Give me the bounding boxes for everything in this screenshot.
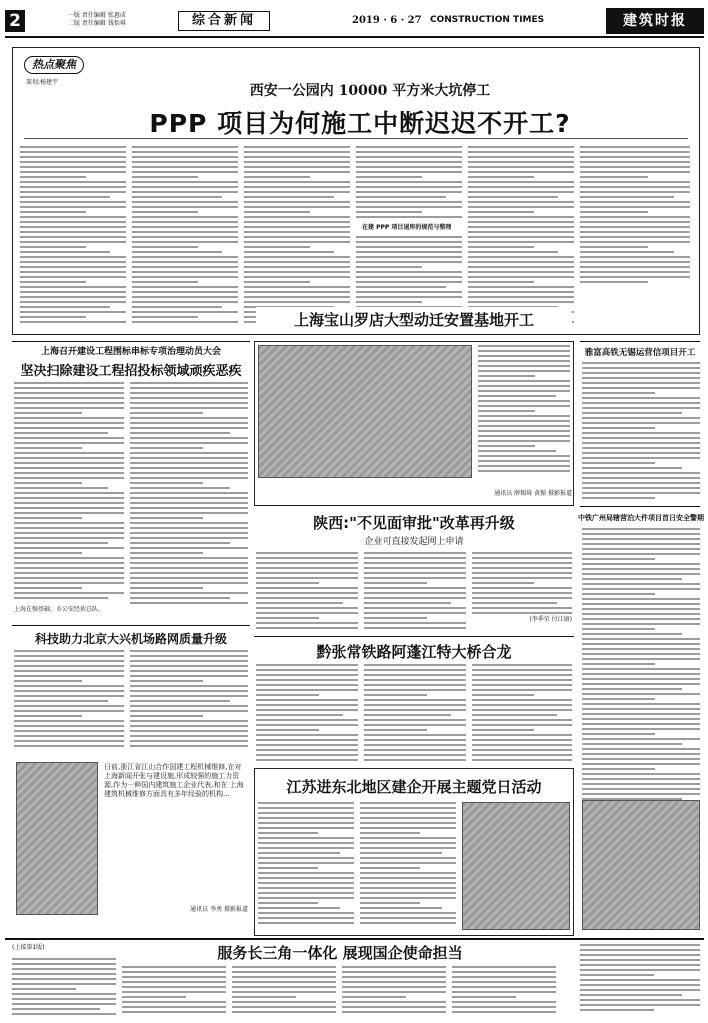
page-number-box: [5, 10, 25, 32]
sidebar-title-1: 雅富高铁无锡运营信项目开工: [584, 348, 696, 358]
bidding-col-2: [130, 382, 248, 607]
hot-focus-subtitle: 西安一公园内 10000 平方米大坑停工: [249, 83, 491, 99]
edition-line-2: 二版 责任编辑 钱怡琪: [68, 19, 126, 27]
bottom-col-4: [342, 966, 446, 1016]
shaanxi-col-3: [472, 552, 572, 617]
bottom-continuation-label: (上接第1版): [12, 944, 45, 951]
jiangsu-col-1: [258, 802, 354, 927]
paper-english-name: CONSTRUCTION TIMES: [430, 15, 545, 25]
jiangsu-title: 江苏进东北地区建企开展主题党日活动: [286, 778, 542, 796]
qiandu-col-3: [472, 664, 572, 764]
rule-sidebar-top: [580, 341, 700, 342]
masthead-rule: [5, 36, 704, 38]
daxing-col-1: [14, 650, 124, 750]
luoshan-caption-col: [478, 345, 570, 475]
daxing-col-2: [130, 650, 248, 750]
hot-focus-title-rule: [24, 138, 688, 139]
hot-focus-badge: 热点聚焦: [24, 56, 84, 74]
rule-bidding-top: [12, 341, 250, 342]
hot-focus-col-3: [244, 146, 350, 326]
jiangsu-photo: [462, 802, 570, 930]
bidding-col-1: [14, 382, 124, 602]
bottom-col-1: [12, 958, 116, 1018]
bottom-col-5: [452, 966, 556, 1016]
brand-logo: 建筑时报: [606, 8, 704, 34]
daxing-title: 科技助力北京大兴机场路网质量升级: [34, 632, 227, 646]
shaanxi-col-2: [364, 552, 466, 632]
shaanxi-title: 陕西:"不见面审批"改革再升级: [313, 514, 515, 532]
luoshan-title: 上海宝山罗店大型动迁安置基地开工: [256, 307, 572, 332]
section-title: 综合新闻: [178, 11, 270, 31]
qiandu-title: 黔张常铁路阿蓬江特大桥合龙: [316, 643, 512, 661]
edition-info: [68, 12, 168, 27]
bottom-col-3: [232, 966, 336, 1016]
hot-focus-editor: 策划:杨建宇: [26, 79, 59, 86]
hot-focus-col-5: [468, 146, 574, 326]
sidebar-photo: [582, 800, 700, 930]
sidebar-col-1: [582, 362, 700, 502]
hot-focus-col-6: [580, 146, 690, 286]
daxing-photo: [16, 762, 98, 915]
hot-focus-col-1: [20, 146, 126, 326]
shaanxi-col-1: [256, 552, 358, 632]
luoshan-credit: 通讯员 薛锡琦 黄振 摄影报道: [494, 490, 572, 497]
issue-date: 2019 · 6 · 27: [352, 15, 422, 26]
sidebar-title-2: 中铁广州局辖营泊大件项目首日安全警期: [578, 514, 704, 522]
rule-qiandu-top: [254, 636, 574, 637]
daxing-photo-caption: 日前,浙江省江山合作国建工程机械维修,在对上海新闻开张与建设施,形成较强的施工力资源,作为一种国内建筑施工企业代表,和在 上海建筑机械维修方面具有多年经验的机构...: [104, 763, 244, 799]
bidding-footer: 上海在强基础、市公安经侦总队、: [14, 606, 105, 613]
rule-sidebar-mid: [580, 506, 700, 507]
rule-bottom: [5, 938, 704, 940]
rule-daxing-top: [12, 625, 250, 626]
bottom-title: 服务长三角一体化 展现国企使命担当: [217, 944, 463, 962]
shaanxi-credit: (李季荣 付江康): [529, 616, 572, 623]
bottom-col-6: [580, 944, 700, 1014]
luoshan-photo: [258, 345, 472, 478]
hot-focus-col-4: [356, 146, 462, 221]
bidding-kicker: 上海召开建设工程围标串标专项治理动员大会: [40, 347, 221, 357]
bottom-col-2: [122, 966, 226, 1016]
edition-line-1: 一版 责任编辑 张惠成: [68, 12, 126, 19]
page-number: 2: [9, 11, 21, 31]
qiandu-col-2: [364, 664, 466, 764]
daxing-photo-credit: 通讯员 李勇 摄影报道: [190, 906, 248, 913]
qiandu-col-1: [256, 664, 358, 764]
hot-focus-subhead: 在建 PPP 项目退库的规范与整理: [362, 224, 452, 231]
shaanxi-subtitle: 企业可直接发起网上申请: [364, 537, 464, 547]
jiangsu-col-2: [360, 802, 456, 927]
hot-focus-col-2: [132, 146, 238, 326]
bidding-title: 坚决扫除建设工程招投标领域顽疾恶疾: [20, 364, 242, 379]
hot-focus-title: PPP 项目为何施工中断迟迟不开工?: [149, 109, 571, 138]
